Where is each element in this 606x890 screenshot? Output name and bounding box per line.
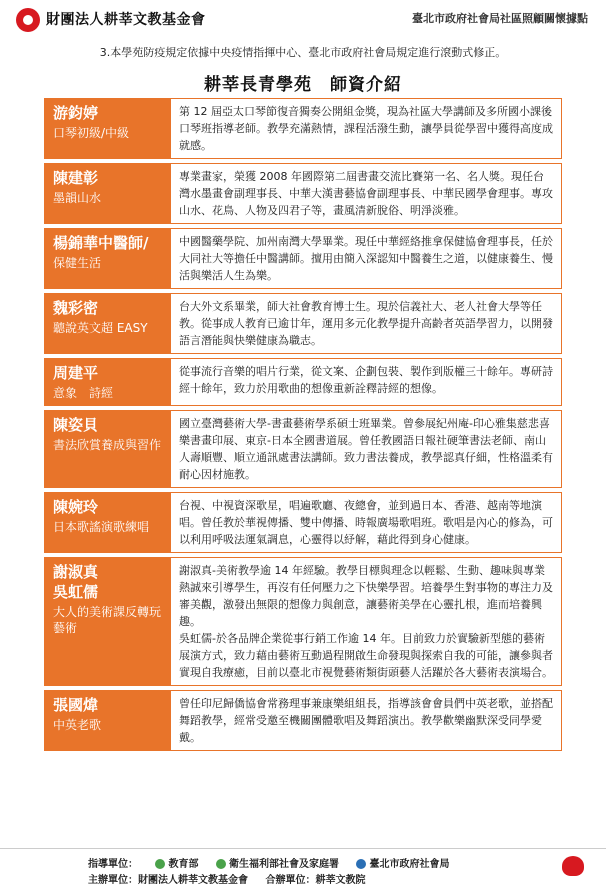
teacher-description: 從事流行音樂的唱片行業，從文案、企劃包裝、製作到版權三十餘年。專研詩經十餘年，致力於用歌曲的想像重新詮釋詩經的想像。	[179, 365, 553, 395]
teacher-course: 口琴初級/中級	[53, 126, 130, 140]
moe-icon	[155, 859, 165, 869]
teacher-course: 日本歌謠演歌練唱	[53, 520, 150, 534]
epidemic-notice: 3.本學苑防疫規定依據中央疫情指揮中心、臺北市政府社會局規定進行滾動式修正。	[99, 46, 507, 59]
co-unit: 耕莘文教院	[315, 875, 366, 886]
teacher-course: 聽說英文超 EASY	[53, 321, 148, 335]
teacher-description: 國立臺灣藝術大學-書畫藝術學系碩士班畢業。曾參展紀州庵-印心雅集慈悲喜樂書畫印展、東京-日本全國書道展。曾任教國語日報社硬筆書法老師、南山人壽順豐、順立通訊處書法講師。致力書法養成，教學認真仔細，性格溫柔有耐心因材施教。	[179, 417, 553, 481]
care-heart-icon	[562, 856, 584, 876]
page-footer	[0, 848, 606, 890]
guide-label: 指導單位：	[88, 859, 138, 870]
guide-unit-2: 衛生福利部社會及家庭署	[216, 859, 339, 870]
teacher-name: 魏彩密	[53, 299, 99, 317]
teacher-name-box	[45, 691, 171, 750]
teacher-course: 中英老歌	[53, 718, 102, 732]
teacher-name: 楊錦華中醫師/	[53, 234, 149, 252]
teacher-name-box	[45, 558, 171, 685]
guide-unit-3: 臺北市政府社會局	[356, 859, 449, 870]
host-units-row	[88, 871, 379, 886]
teacher-description: 謝淑真-美術教學逾 14 年經驗。教學目標與理念以輕鬆、生動、趣味與專業熱誠來引導學生，再沒有任何壓力之下快樂學習。培養學生對事物的專注力及審美觀，激發出無限的想像力與創意，讓藝術美學在心靈扎根，進而培養興趣。 吳虹儒-於各品牌企業從事行銷工作逾 14 年。目前致力於實驗新型態的藝術展演方式，致力藉由藝術互動過程開啟生命發現與探索自我的可能，讓參與者實現自我療癒，目前以臺北市視覺藝術類街頭藝人活躍於各大藝術表演場合。	[179, 564, 553, 679]
teacher-card	[44, 410, 562, 488]
teacher-name: 游鈞婷	[53, 104, 99, 122]
guide-units-row	[88, 855, 463, 870]
teacher-description: 中國醫藥學院、加州南灣大學畢業。現任中華經絡推拿保健協會理事長，任於大同社大等擔任中醫講師。擅用由簡入深認知中醫養生之道，以健康養生、慢活與樂活人生為樂。	[179, 235, 553, 282]
teacher-name-box	[45, 164, 171, 223]
teacher-description: 專業畫家，榮獲 2008 年國際第二屆書畫交流比賽第一名、名人獎。現任台灣水墨畫會副理事長、中華大漢書藝協會副理事長、中華民國學會理事。專攻山水、花鳥、人物及四君子等，畫風清新脫俗、明淨淡雅。	[179, 170, 553, 217]
teacher-card	[44, 228, 562, 289]
teacher-name-box	[45, 411, 171, 487]
teacher-description: 第 12 屆亞太口琴節復音獨奏公開組金獎，現為社區大學講師及多所國小課後口琴班指導老師。教學充滿熱情，課程活潑生動，讓學員從學習中獲得高度成就感。	[179, 105, 553, 152]
teacher-course: 書法欣賞養成與習作	[53, 438, 162, 452]
teacher-name: 周建平	[53, 364, 99, 382]
host-unit: 財團法人耕莘文教基金會	[138, 875, 248, 886]
org-subtitle: 臺北市政府社會局社區照顧關懷據點	[412, 12, 588, 25]
foundation-logo-icon	[16, 8, 40, 32]
org-name: 財團法人耕莘文教基金會	[46, 12, 206, 28]
taipei-icon	[356, 859, 366, 869]
teacher-card	[44, 690, 562, 751]
host-label: 主辦單位：	[88, 875, 138, 886]
teacher-name: 張國煒	[53, 696, 99, 714]
teacher-description: 台視、中視資深歌星，唱遍歌廳、夜總會，並到過日本、香港、越南等地演唱。曾任教於華視傳播、雙中傳播、時報廣場歌唱班。歌唱是內心的修為，可以利用呼吸法運氣調息，心靈得以紓解，藉此得到身心健康。	[179, 499, 553, 546]
teacher-name-box	[45, 99, 171, 158]
teacher-name-box	[45, 294, 171, 353]
teacher-card	[44, 293, 562, 354]
teacher-course: 保健生活	[53, 256, 102, 270]
co-label: 合辦單位：	[265, 875, 316, 886]
teacher-course: 墨韻山水	[53, 191, 102, 205]
teacher-card	[44, 98, 562, 159]
teacher-name: 陳建彰	[53, 169, 99, 187]
teacher-card	[44, 492, 562, 553]
teacher-course: 意象 詩經	[53, 386, 114, 400]
teacher-name-box	[45, 359, 171, 405]
teacher-name-box	[45, 493, 171, 552]
page-title: 耕莘長青學苑 師資介紹	[204, 75, 402, 95]
mohw-icon	[216, 859, 226, 869]
teacher-name: 謝淑真 吳虹儒	[53, 563, 99, 601]
page-header	[0, 0, 606, 70]
teacher-card	[44, 557, 562, 686]
teacher-list	[44, 98, 562, 755]
teacher-description: 曾任印尼歸僑協會常務理事兼康樂組組長，指導該會會員們中英老歌，並搭配舞蹈教學，經常受邀至機關團體歌唱及舞蹈演出。教學歡樂幽默深受同學愛戴。	[179, 697, 553, 744]
teacher-card	[44, 358, 562, 406]
teacher-description: 台大外文系畢業，師大社會教育博士生。現於信義社大、老人社會大學等任教。從事成人教育已逾廿年，運用多元化教學提升高齡者英語學習力，以開發語言潛能與快樂健康為職志。	[179, 300, 553, 347]
teacher-card	[44, 163, 562, 224]
teacher-course: 大人的美術課反轉玩藝術	[53, 605, 162, 635]
teacher-name: 陳姿貝	[53, 416, 99, 434]
teacher-name: 陳婉玲	[53, 498, 99, 516]
guide-unit-1: 教育部	[155, 859, 198, 870]
teacher-name-box	[45, 229, 171, 288]
